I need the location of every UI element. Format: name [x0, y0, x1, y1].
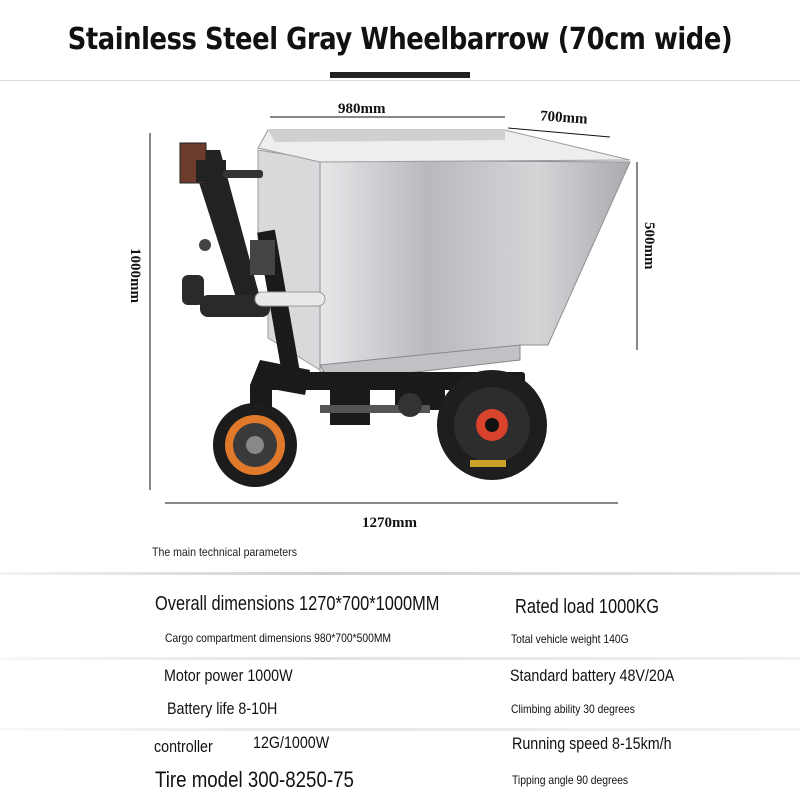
spec-standard-battery: Standard battery 48V/20A — [510, 666, 675, 685]
spec-rated-load: Rated load 1000KG — [515, 596, 660, 618]
front-wheel — [213, 385, 297, 487]
specs-heading: The main technical parameters — [152, 545, 297, 559]
dim-overall-height: 1000mm — [127, 248, 143, 303]
spec-divider — [0, 657, 800, 660]
spec-overall-dimensions: Overall dimensions 1270*700*1000MM — [155, 593, 440, 615]
dim-width: 700mm — [539, 108, 589, 128]
spec-battery-life: Battery life 8-10H — [167, 699, 278, 718]
spec-climbing-ability: Climbing ability 30 degrees — [511, 702, 635, 716]
spec-cargo-dimensions: Cargo compartment dimensions 980*700*500MM — [165, 631, 392, 645]
page-title: Stainless Steel Gray Wheelbarrow (70cm wide) — [67, 22, 733, 57]
spec-divider — [0, 572, 800, 575]
spec-motor-power: Motor power 1000W — [164, 666, 293, 685]
spec-tipping-angle: Tipping angle 90 degrees — [512, 773, 629, 787]
spec-controller-value: 12G/1000W — [253, 733, 330, 752]
dim-bin-height: 500mm — [641, 222, 657, 270]
dim-overall-length: 1270mm — [362, 515, 417, 531]
dim-top-length: 980mm — [338, 101, 386, 117]
steel-bin — [258, 130, 630, 382]
spec-running-speed: Running speed 8-15km/h — [512, 734, 672, 753]
spec-total-weight: Total vehicle weight 140G — [511, 632, 629, 646]
spec-divider — [0, 728, 800, 731]
spec-tire-model: Tire model 300-8250-75 — [155, 767, 354, 792]
background-patch — [592, 375, 722, 495]
spec-controller-label: controller — [154, 737, 213, 756]
